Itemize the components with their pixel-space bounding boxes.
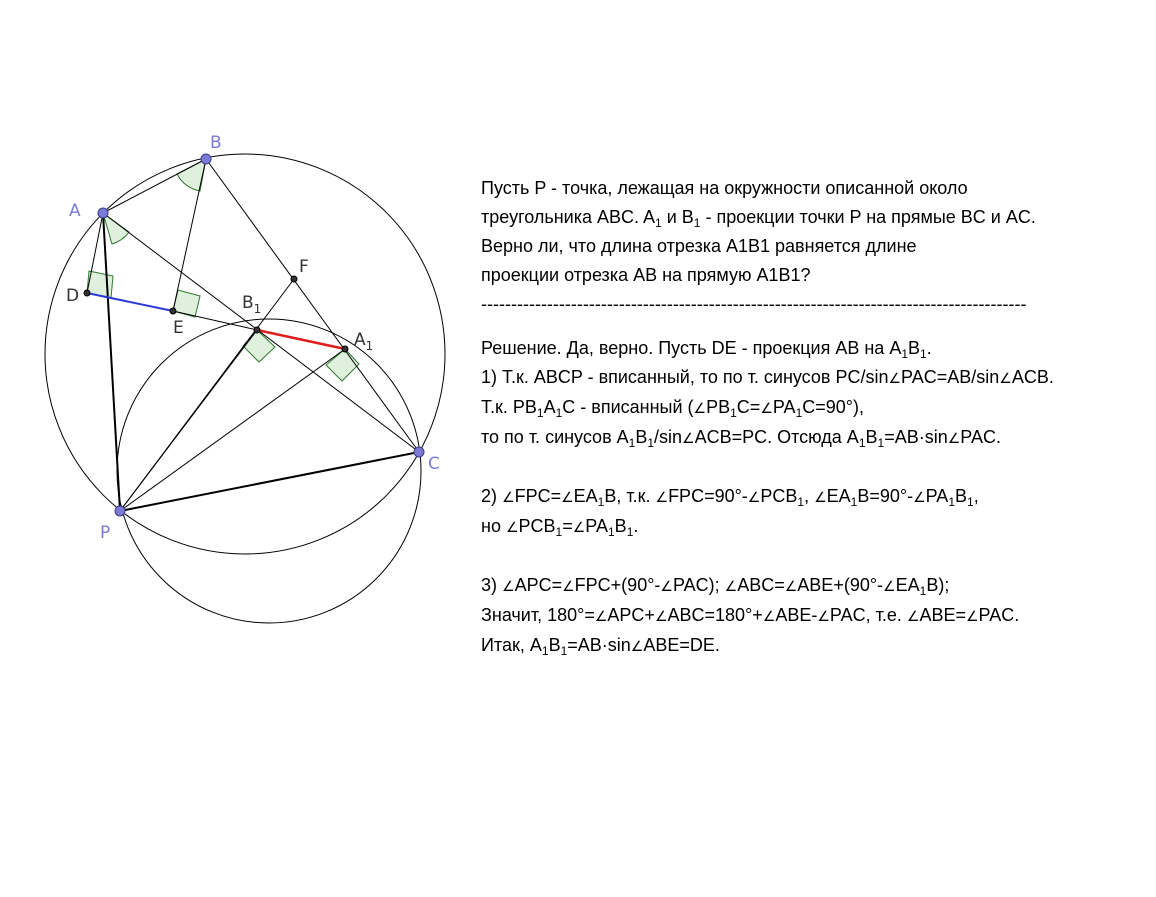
solution-line-5: 2) $\angle FPC=\angle EA_1B$, т.к. $\angle FPC=90^\circ-\angle PCB_1$, $\angle EA_1B=90^\circ-\angle PA_1B_1$, [481, 486, 979, 509]
geometry-figure [0, 0, 480, 700]
point-e [170, 308, 176, 314]
label-d: D [66, 286, 80, 306]
point-a [98, 208, 108, 218]
segments [87, 159, 419, 511]
angle-arc-b [177, 159, 206, 191]
label-a: A [69, 201, 81, 221]
segment-pc [120, 452, 419, 511]
solution-line-6: но $\angle PCB_1=\angle PA_1B_1$. [481, 516, 639, 539]
problem-text [481, 174, 1141, 661]
right-angle-marker-b1 [243, 330, 275, 362]
label-e: E [173, 318, 184, 338]
label-b: B [210, 133, 222, 153]
point-b1 [254, 327, 260, 333]
point-p [115, 506, 125, 516]
segment-ap [103, 213, 120, 511]
segment-pa1 [120, 349, 345, 511]
problem-line-2: треугольника ABC. $A_1$ и $B_1$ - проекции точки P на прямые BC и AC. [481, 207, 1036, 230]
point-c [414, 447, 424, 457]
separator-line: ------------------------------------------------------------------------------------------- [481, 294, 1027, 314]
label-c: C [428, 454, 440, 474]
solution-line-1: Решение. Да, верно. Пусть DE - проекция AB на $A_1B_1$. [481, 338, 932, 361]
solution-line-7: 3) ∠APC=∠FPC+(90°-∠PAC); $\angle ABC=\angle ABE+(90^\circ-\angle EA_1B)$; [481, 575, 950, 598]
problem-line-1: Пусть P - точка, лежащая на окружности описанной около [481, 178, 968, 198]
segment-bc [206, 159, 419, 452]
angle-arc-a [103, 213, 129, 244]
label-p: P [100, 523, 111, 543]
segment-de [87, 293, 173, 311]
label-a1: $A_1$ [354, 330, 374, 353]
circle-pb1a1c [117, 319, 421, 623]
right-angle-marker-a1 [326, 349, 359, 381]
segment-ac [103, 213, 419, 452]
segment-pf [120, 279, 294, 511]
label-f: F [299, 257, 309, 277]
solution-line-3: Т.к. $PB_1A_1C$ - вписанный $(\angle PB_1C=\angle PA_1C=90^\circ)$, [481, 397, 864, 420]
problem-line-3: Верно ли, что длина отрезка A1B1 равняется длине [481, 236, 917, 256]
point-d [84, 290, 90, 296]
point-f [291, 276, 297, 282]
problem-line-4: проекции отрезка AB на прямую A1B1? [481, 265, 811, 285]
point-a1 [342, 346, 348, 352]
solution-line-2: 1) Т.к. ABCP - вписанный, то по т. синусов PC/sin∠PAC=AB/sin∠ACB. [481, 367, 1054, 387]
label-b1: $B_1$ [242, 293, 262, 316]
point-b [201, 154, 211, 164]
solution-line-9: Итак, $A_1B_1=AB\cdot\sin\angle ABE=DE$. [481, 635, 720, 658]
solution-line-8: Значит, 180°=∠APC+∠ABC=180°+∠ABE-∠PAC, т.е. ∠ABE=∠PAC. [481, 605, 1020, 625]
solution-line-4: то по т. синусов $A_1B_1/\sin\angle ACB=PC$. Отсюда $A_1B_1=AB\cdot\sin\angle PAC$. [481, 427, 1001, 450]
